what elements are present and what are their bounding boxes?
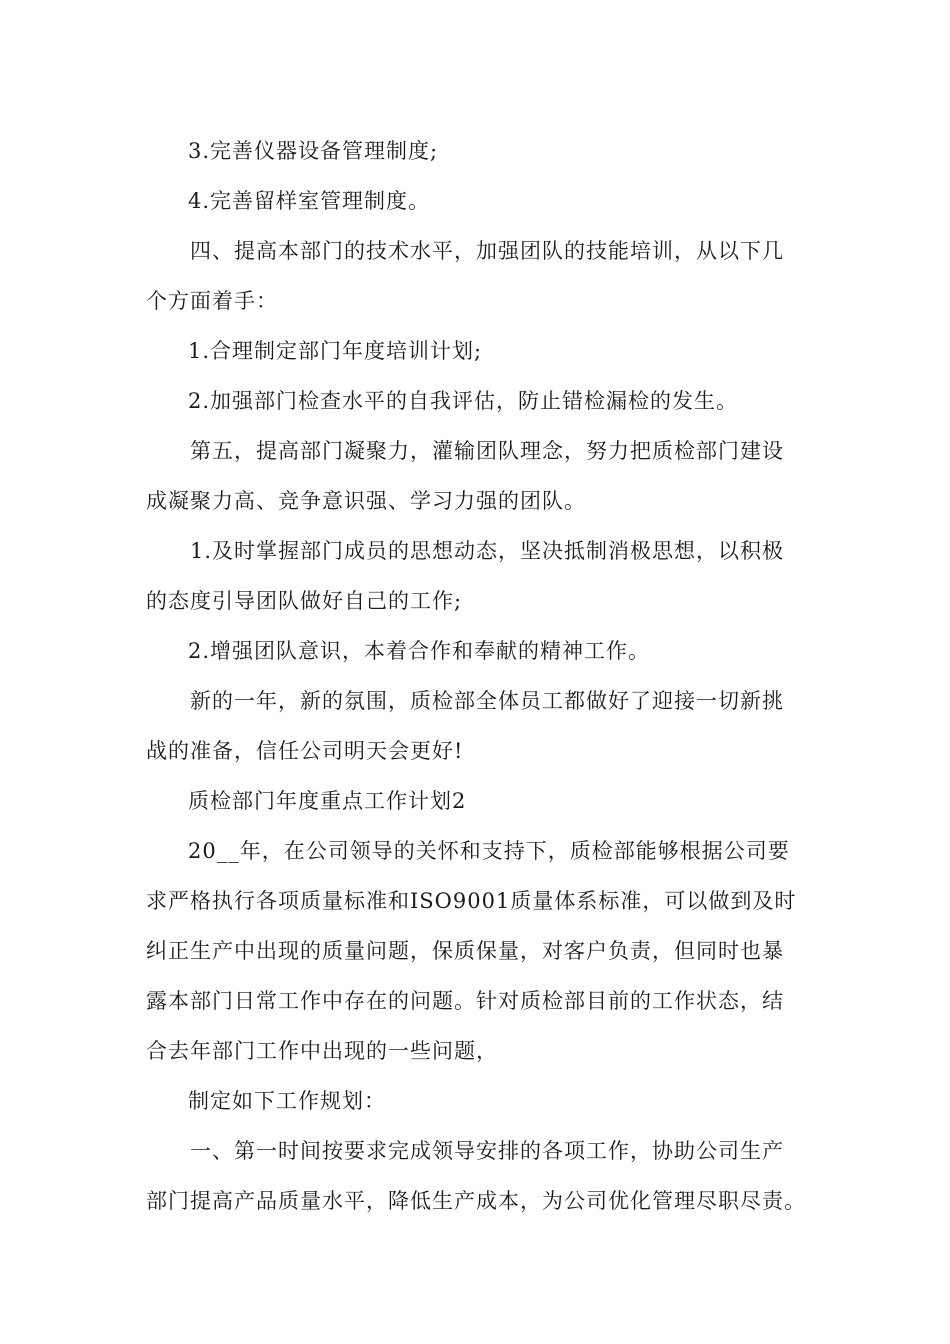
text-line: 的态度引导团队做好自己的工作; <box>146 589 463 613</box>
text-line: 部门提高产品质量水平，降低生产成本，为公司优化管理尽职尽责。 <box>146 1189 806 1213</box>
text-line: 4.完善留样室管理制度。 <box>188 189 431 213</box>
text-line: 露本部门日常工作中存在的问题。针对质检部目前的工作状态，结 <box>146 989 784 1013</box>
text-line: 四、提高本部门的技术水平，加强团队的技能培训，从以下几 <box>190 239 784 263</box>
text-line: 个方面着手： <box>146 289 278 313</box>
text-line: 2.增强团队意识，本着合作和奉献的精神工作。 <box>188 639 651 663</box>
text-line: 新的一年，新的氛围，质检部全体员工都做好了迎接一切新挑 <box>190 689 784 713</box>
text-line: 战的准备，信任公司明天会更好! <box>146 739 464 763</box>
text-line: 1.合理制定部门年度培训计划; <box>188 339 483 363</box>
text-line: 纠正生产中出现的质量问题，保质保量，对客户负责，但同时也暴 <box>146 939 784 963</box>
text-line: 3.完善仪器设备管理制度; <box>188 139 439 163</box>
text-line: 1.及时掌握部门成员的思想动态，坚决抵制消极思想，以积极 <box>190 539 785 563</box>
text-line: 第五，提高部门凝聚力，灌输团队理念，努力把质检部门建设 <box>190 439 784 463</box>
text-line: 2.加强部门检查水平的自我评估，防止错检漏检的发生。 <box>188 389 739 413</box>
text-line: 20__年，在公司领导的关怀和支持下，质检部能够根据公司要 <box>188 839 790 863</box>
text-line: 制定如下工作规划： <box>188 1089 386 1113</box>
text-line: 一、第一时间按要求完成领导安排的各项工作，协助公司生产 <box>190 1139 784 1163</box>
text-line: 合去年部门工作中出现的一些问题， <box>146 1039 498 1063</box>
section-heading: 质检部门年度重点工作计划2 <box>188 789 467 813</box>
text-line: 成凝聚力高、竞争意识强、学习力强的团队。 <box>146 489 586 513</box>
text-line: 求严格执行各项质量标准和ISO9001质量体系标准，可以做到及时 <box>146 889 797 913</box>
